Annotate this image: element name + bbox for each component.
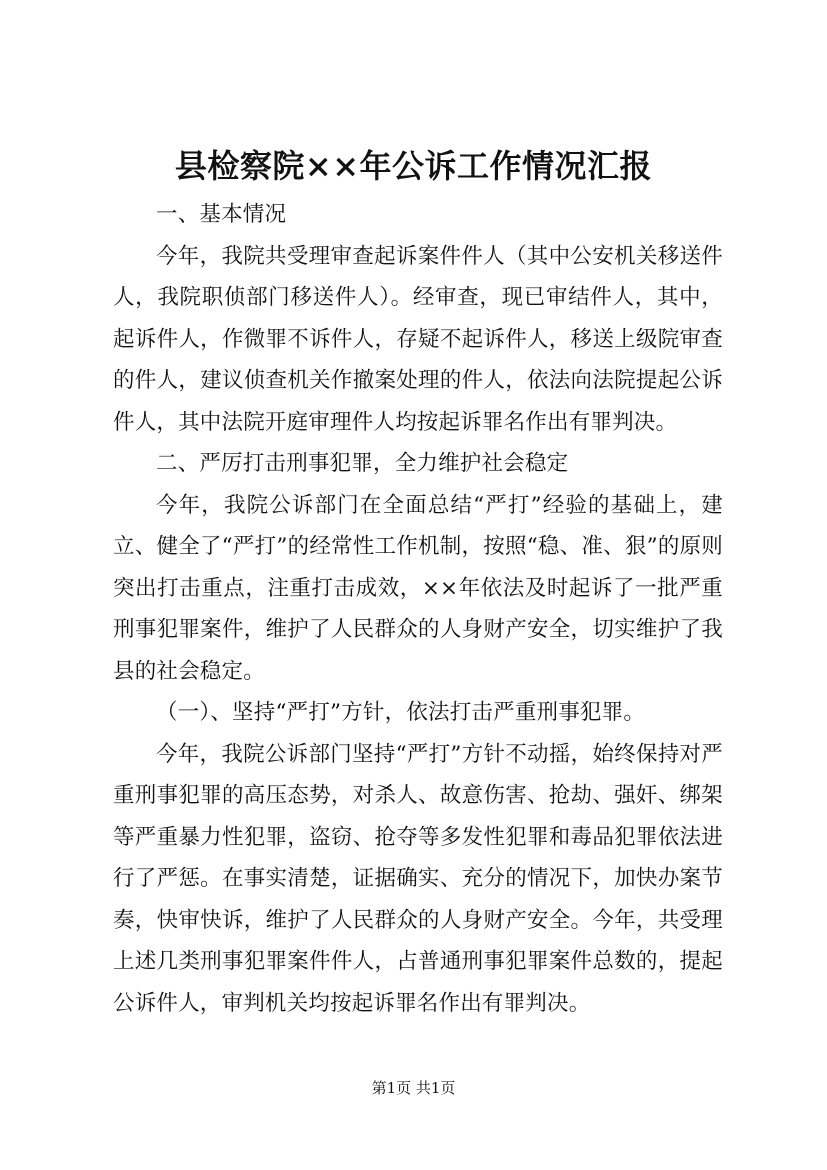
section-heading-crackdown: 二、严厉打击刑事犯罪，全力维护社会稳定 xyxy=(156,451,569,476)
document-title: 县检察院××年公诉工作情况汇报 xyxy=(174,147,653,185)
paragraph: 今年，我院共受理审查起诉案件件人（其中公安机关移送件人，我院职侦部门移送件人）。经审查，现已审结件人，其中，起诉件人，作微罪不诉件人，存疑不起诉件人，移送上级院审查的件人，建议侦查机关作撤案处理的件人，依法向法院提起公诉件人，其中法院开庭审理件人均按起诉罪名作出有罪判决。 xyxy=(113,243,723,435)
subsection-heading: （一）、坚持“严打”方针，依法打击严重刑事犯罪。 xyxy=(156,700,646,725)
document-body xyxy=(113,194,723,1024)
paragraph: 今年，我院公诉部门在全面总结“严打”经验的基础上，建立、健全了“严打”的经常性工作机制，按照“稳、准、狠”的原则突出打击重点，注重打击成效，××年依法及时起诉了一批严重刑事犯罪案件，维护了人民群众的人身财产安全，切实维护了我县的社会稳定。 xyxy=(113,492,723,684)
page-footer: 第1页 共1页 xyxy=(371,1079,456,1097)
paragraph: 今年，我院公诉部门坚持“严打”方针不动摇，始终保持对严重刑事犯罪的高压态势，对杀人、故意伤害、抢劫、强奸、绑架等严重暴力性犯罪，盗窃、抢夺等多发性犯罪和毒品犯罪依法进行了严惩。在事实清楚，证据确实、充分的情况下，加快办案节奏，快审快诉，维护了人民群众的人身财产安全。今年，共受理上述几类刑事犯罪案件件人，占普通刑事犯罪案件总数的，提起公诉件人，审判机关均按起诉罪名作出有罪判决。 xyxy=(113,741,723,1016)
section-heading-basic: 一、基本情况 xyxy=(156,202,287,227)
